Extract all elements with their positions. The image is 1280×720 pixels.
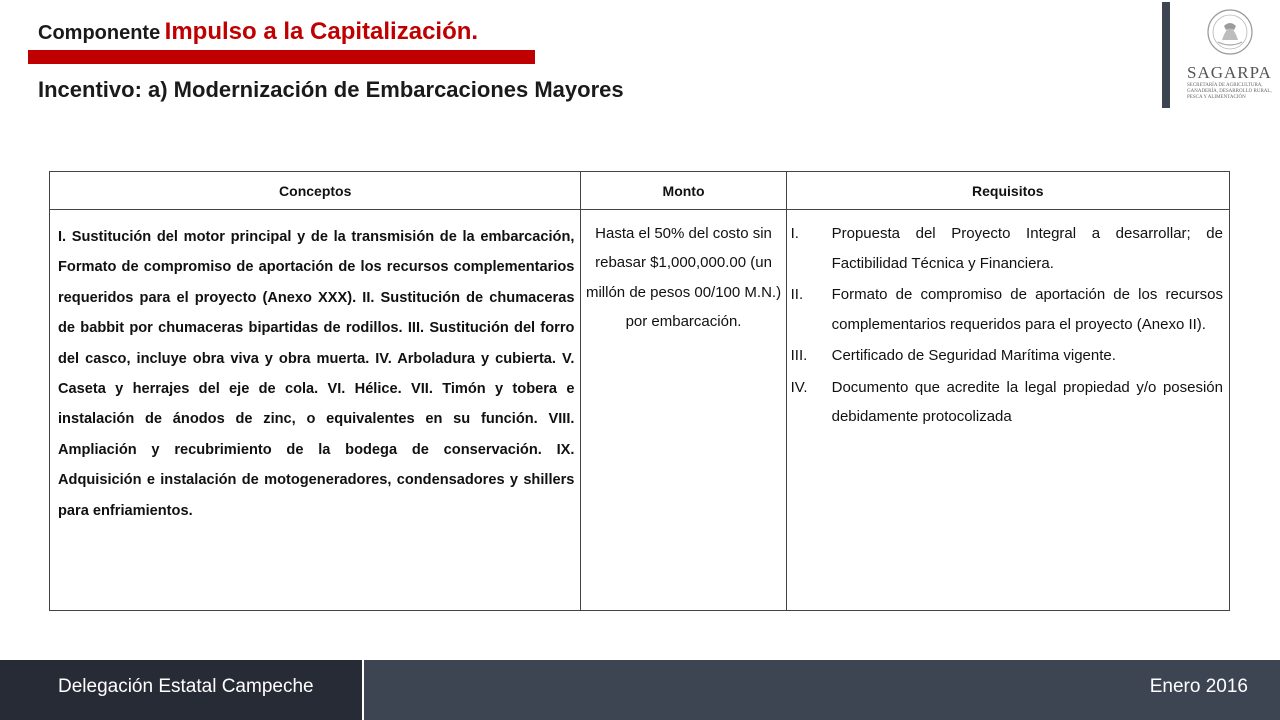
requisito-text: Documento que acredite la legal propiedad y/o posesión debidamente protocolizada [831,378,1223,425]
footer-delegation: Delegación Estatal Campeche [58,676,314,697]
header-monto: Monto [581,172,786,210]
title-main: Impulso a la Capitalización. [164,18,479,45]
incentive-table [49,171,1230,611]
requisito-item [791,341,1223,371]
requisito-number: IV. [790,378,808,396]
requisito-text: Formato de compromiso de aportación de los recursos complementarios requeridos para el proyecto (Anexo II). [831,286,1223,333]
table-row [50,210,1230,611]
requisito-item [791,280,1223,339]
requisitos-list [791,219,1223,432]
title-underline-bar [28,50,535,64]
header-requisitos: Requisitos [786,172,1229,210]
requisito-text: Propuesta del Proyecto Integral a desarrollar; de Factibilidad Técnica y Financiera. [831,225,1223,272]
requisito-text: Certificado de Seguridad Marítima vigente. [831,347,1116,364]
requisito-number: III. [790,347,808,364]
page-subtitle: Incentivo: a) Modernización de Embarcaciones Mayores [38,77,624,102]
logo-subtitle: SECRETARÍA DE AGRICULTURA, GANADERÍA, DESARROLLO RURAL, PESCA Y ALIMENTACIÓN [1187,83,1272,100]
requisito-number: II. [790,286,804,303]
monto-cell: Hasta el 50% del costo sin rebasar $1,000,000.00 (un millón de pesos 00/100 M.N.) por embarcación. [581,210,786,611]
coat-of-arms-icon [1208,10,1252,54]
requisitos-cell [786,210,1229,611]
requisito-item [791,373,1223,432]
requisito-item [791,219,1223,278]
page-title [38,18,478,46]
logo-divider [1162,2,1170,108]
footer-date: Enero 2016 [1149,676,1248,697]
conceptos-cell: I. Sustitución del motor principal y de la transmisión de la embarcación, Formato de compromiso de aportación de los recursos complementarios requeridos para el proyecto (Anexo XXX). II. Sustitución de chumaceras de babbit por chumaceras bipartidas de rodillos. III. Sustitución del forro del casco, incluye obra viva y obra muerta. IV. Arboladura y cubierta. V. Caseta y herrajes del eje de cola. VI. Hélice. VII. Timón y tobera e instalación de ánodos de zinc, o equivalentes en su función. VIII. Ampliación y recubrimiento de la bodega de conservación. IX. Adquisición e instalación de motogeneradores, condensadores y shillers para enfriamientos. [50,210,581,611]
footer-left-panel [0,660,364,720]
logo-name: SAGARPA [1187,63,1272,82]
table-header-row [50,172,1230,210]
footer-bar [0,660,1280,720]
title-prefix: Componente [38,22,161,44]
requisito-number: I. [790,225,799,242]
header-conceptos: Conceptos [50,172,581,210]
